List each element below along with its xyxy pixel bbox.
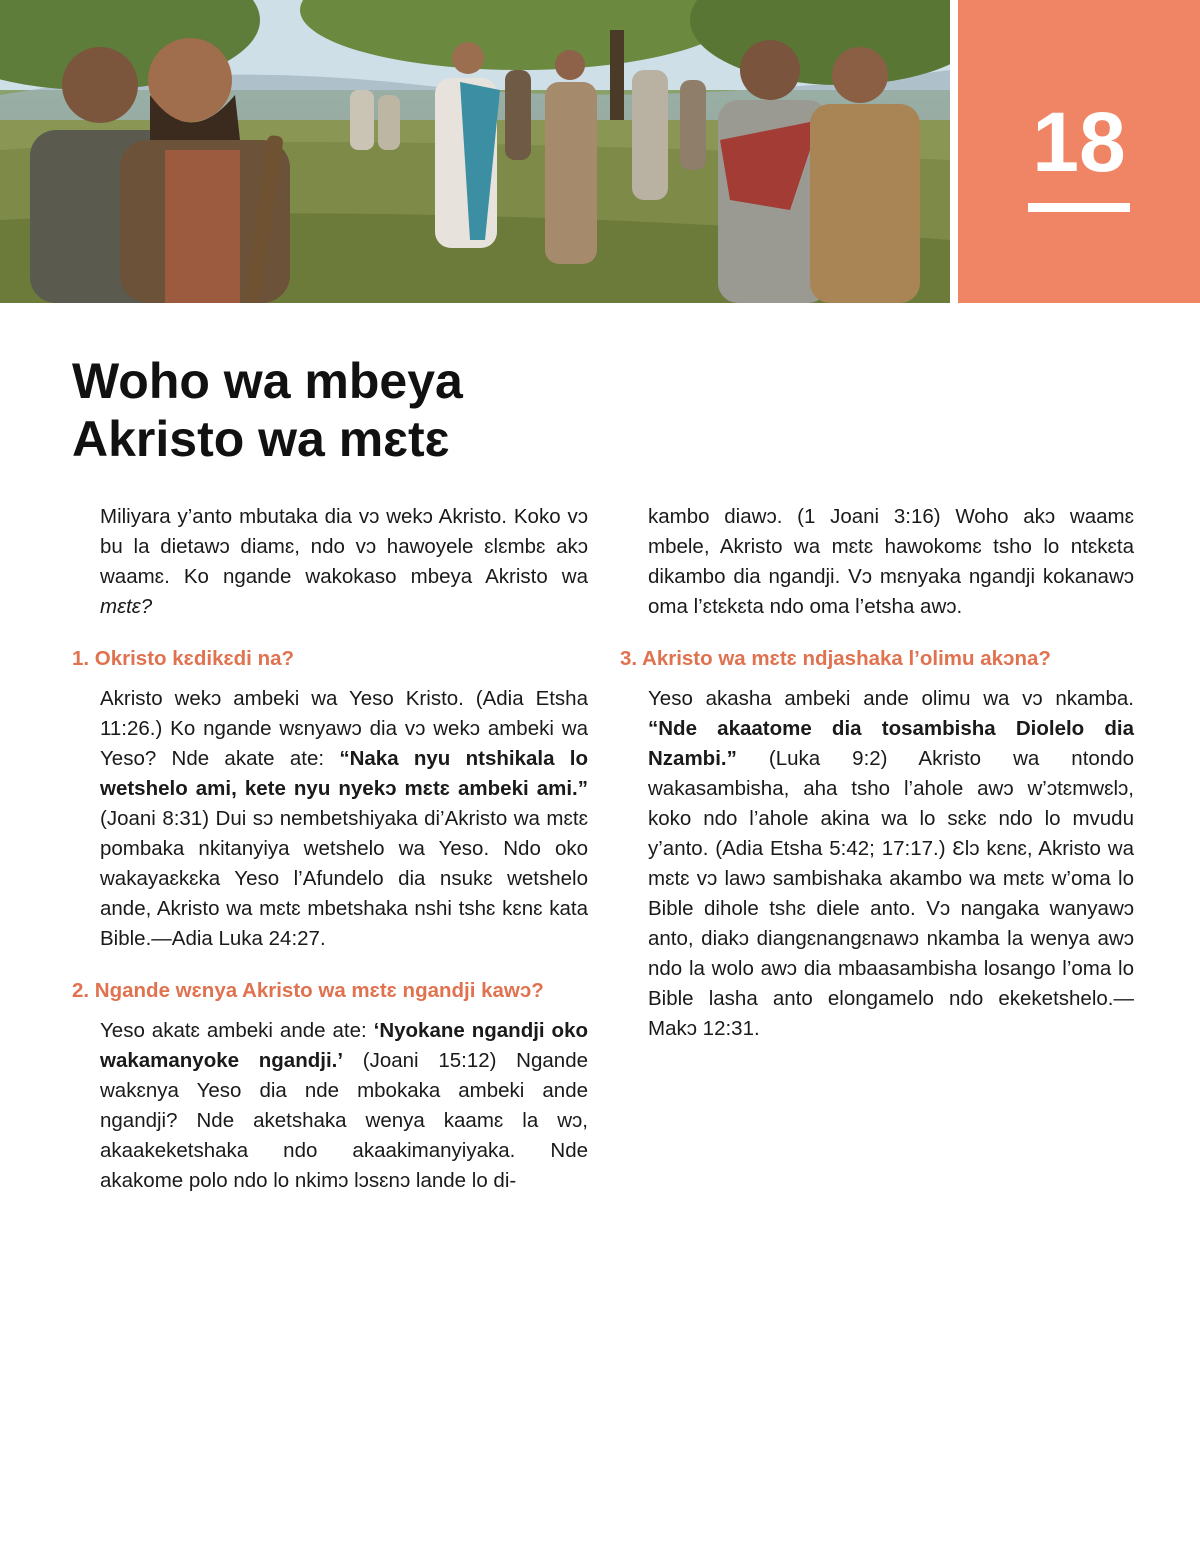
section-3-quote: “Nde akaatome dia tosambisha Diolelo dia Nzambi.” [648, 717, 1134, 770]
section-1-text-a: Akristo wekɔ ambeki wa Yeso Kristo. (Adia Etsha 11:26.) Ko ngande wɛnyawɔ dia vɔ wekɔ ambeki wa Yeso? Nde akate ate: [100, 687, 588, 770]
section-3-text-b: (Luka 9:2) Akristo wa ntondo wakasambisha, aha tsho l’ahole awɔ w’ɔtɛmwɛlɔ, koko ndo l’ahole akina wa lo sɛkɛ ndo lo mvudu y’anto. (Adia Etsha 5:42; 17:17.) Ɛlɔ kɛnɛ, Akristo wa mɛtɛ vɔ lawɔ sambishaka akambo wa mɛtɛ w’oma lo Bible dihole tshɛ diele anto. Vɔ nangaka wanyawɔ anto, diakɔ diangɛnangɛnawɔ nkamba la wenya awɔ ndo la wolo awɔ dia mbaasambisha losango l’oma lo Bible lasha anto elongamelo ndo ekeketshelo.—Makɔ 12:31. [648, 747, 1134, 1040]
header-illustration [0, 0, 950, 303]
section-1-paragraph [100, 684, 588, 954]
section-2-paragraph [100, 1016, 588, 1196]
right-column [620, 502, 1134, 1066]
intro-italic: mɛtɛ? [100, 595, 153, 618]
section-2-continuation: kambo diawɔ. (1 Joani 3:16) Woho akɔ waamɛ mbele, Akristo wa mɛtɛ hawokomɛ tsho lo ntɛkɛta dikambo dia ngandji. Vɔ mɛnyaka ngandji kokanawɔ oma l’ɛtɛkɛta ndo oma l’etsha awɔ. [648, 505, 1134, 618]
header-gap [950, 0, 958, 303]
lesson-number-box [958, 0, 1200, 303]
left-column [72, 502, 588, 1196]
title-line-2: Akristo wa mɛtɛ [72, 411, 450, 467]
lesson-number: 18 [1032, 95, 1126, 189]
section-3-paragraph [648, 684, 1134, 1044]
section-2-text-b: (Joani 15:12) Ngande wakɛnya Yeso dia nde mbokaka ambeki ande ngandji? Nde aketshaka wenya kaamɛ la wɔ, akaakeketshaka ndo akaakimanyiyaka. Nde akakome polo ndo lo nkimɔ lɔsɛnɔ lande lo di- [100, 1049, 588, 1192]
section-2-quote: ‘Nyokane ngandji oko wakamanyoke ngandji.’ [100, 1019, 588, 1072]
intro-text: Miliyara y’anto mbutaka dia vɔ wekɔ Akristo. Koko vɔ bu la dietawɔ diamɛ, ndo vɔ hawoyele ɛlɛmbɛ akɔ waamɛ. Ko ngande wakokaso mbeya Akristo wa [100, 505, 588, 588]
section-2-text-a: Yeso akatɛ ambeki ande ate: [100, 1019, 374, 1042]
title-line-1: Woho wa mbeya [72, 353, 463, 409]
section-1-text-b: (Joani 8:31) Dui sɔ nembetshiyaka di’Akristo wa mɛtɛ pombaka nkitanyiya wetshelo wa Yeso. Ndo oko wakayaɛkɛka Yeso l’Afundelo dia nsukɛ wetshelo ande, Akristo wa mɛtɛ mbetshaka nshi tshɛ kɛnɛ kata Bible.—Adia Luka 24:27. [100, 807, 588, 950]
section-2-heading: 2. Ngande wɛnya Akristo wa mɛtɛ ngandji kawɔ? [72, 979, 544, 1002]
section-3-text-a: Yeso akasha ambeki ande olimu wa vɔ nkamba. [648, 687, 1134, 710]
section-3-heading: 3. Akristo wa mɛtɛ ndjashaka l’olimu akɔna? [620, 647, 1051, 670]
section-1-heading: 1. Okristo kɛdikɛdi na? [72, 647, 295, 670]
lesson-number-underline [1028, 203, 1130, 212]
page-title [72, 352, 463, 468]
disciples-walking-scene [0, 0, 950, 303]
intro-paragraph [100, 502, 588, 622]
section-1-quote: “Naka nyu ntshikala lo wetshelo ami, kete nyu nyekɔ mɛtɛ ambeki ami.” [100, 747, 588, 800]
